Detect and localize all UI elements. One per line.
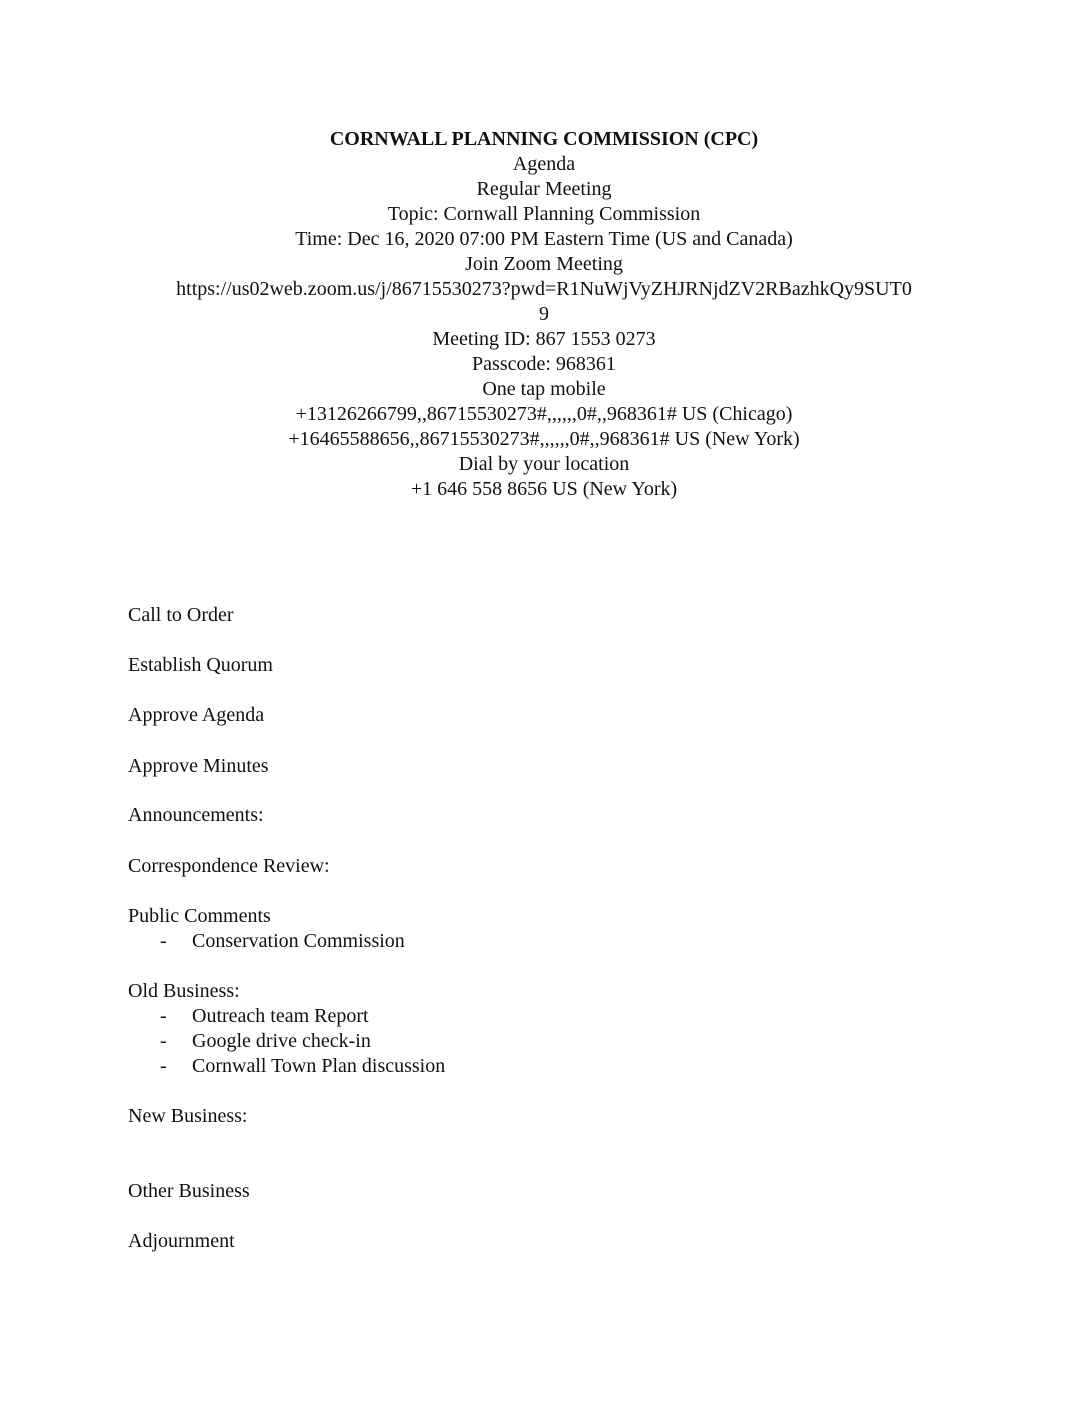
subitem-conservation-commission: Conservation Commission	[192, 930, 405, 952]
document-title: CORNWALL PLANNING COMMISSION (CPC)	[329, 128, 759, 150]
old-business-subitem	[128, 1029, 728, 1054]
list-dash: -	[160, 1055, 167, 1077]
agenda-item-establish-quorum: Establish Quorum	[128, 654, 273, 676]
join-zoom-label: Join Zoom Meeting	[465, 253, 623, 275]
zoom-link[interactable]: https://us02web.zoom.us/j/86715530273?pwd=R1NuWjVyZHJRNjdZV2RBazhkQy9SUT0	[176, 278, 912, 300]
agenda-item-new-business: New Business:	[128, 1105, 248, 1127]
agenda-item-approve-minutes: Approve Minutes	[128, 755, 269, 777]
agenda-item-correspondence-review: Correspondence Review:	[128, 855, 330, 877]
dial-number-new-york: +1 646 558 8656 US (New York)	[410, 478, 678, 500]
meeting-id: Meeting ID: 867 1553 0273	[432, 328, 656, 350]
subitem-google-drive-check-in: Google drive check-in	[192, 1030, 371, 1052]
agenda-header	[0, 127, 1088, 502]
agenda-item-public-comments: Public Comments	[128, 905, 271, 927]
list-dash: -	[160, 930, 167, 952]
agenda-item-other-business: Other Business	[128, 1180, 250, 1202]
meeting-type: Regular Meeting	[476, 178, 612, 200]
one-tap-label: One tap mobile	[482, 378, 606, 400]
public-comments-subitem	[128, 929, 728, 954]
meeting-time: Time: Dec 16, 2020 07:00 PM Eastern Time (US and Canada)	[295, 228, 793, 250]
list-dash: -	[160, 1030, 167, 1052]
document-subtitle: Agenda	[512, 153, 576, 175]
agenda-item-adjournment: Adjournment	[128, 1230, 235, 1252]
dial-by-location-label: Dial by your location	[458, 453, 630, 475]
agenda-item-approve-agenda: Approve Agenda	[128, 704, 265, 726]
list-dash: -	[160, 1005, 167, 1027]
agenda-item-announcements: Announcements:	[128, 804, 264, 826]
old-business-subitem	[128, 1004, 728, 1029]
subitem-town-plan-discussion: Cornwall Town Plan discussion	[192, 1055, 446, 1077]
passcode: Passcode: 968361	[472, 353, 616, 375]
agenda-item-call-to-order: Call to Order	[128, 604, 234, 626]
old-business-subitem	[128, 1054, 728, 1079]
agenda-item-old-business: Old Business:	[128, 980, 240, 1002]
meeting-topic: Topic: Cornwall Planning Commission	[387, 203, 701, 225]
tap-number-chicago: +13126266799,,86715530273#,,,,,,0#,,968361# US (Chicago)	[295, 403, 793, 425]
zoom-link-continuation[interactable]: 9	[539, 303, 549, 325]
tap-number-new-york: +16465588656,,86715530273#,,,,,,0#,,968361# US (New York)	[288, 428, 800, 450]
subitem-outreach-team-report: Outreach team Report	[192, 1005, 369, 1027]
